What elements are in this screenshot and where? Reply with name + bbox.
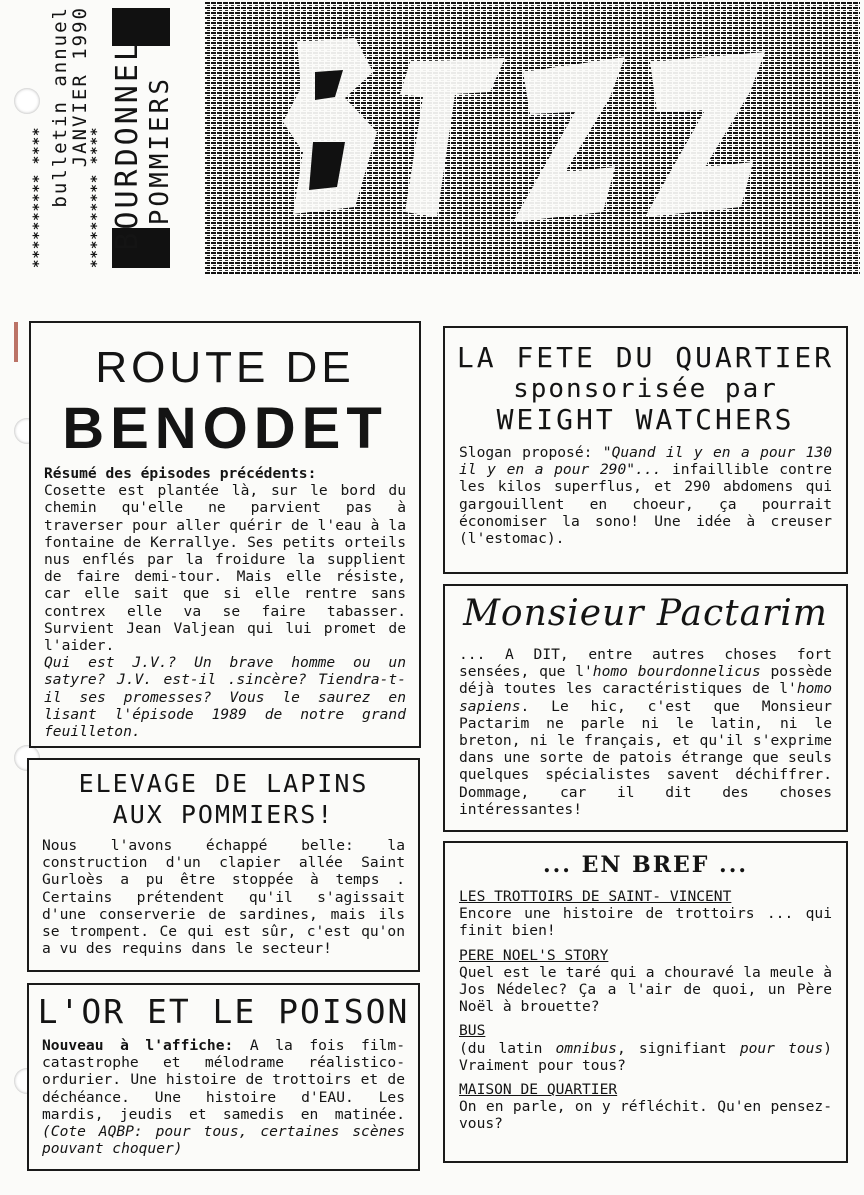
route-text: Cosette est plantée là, sur le bord du chemin qu'elle ne parvient pas à traverser pour aller quérir de l'eau à la fontaine de Kerrallye. Ses petits orteils nus enflés par la froidure la supplient de faire demi-tour. Mais elle résiste, car elle sait que si elle rentre sans contrex elle va se faire tabasser. Survient Jean Valjean qui lui promet de l'aider. — [44, 482, 406, 655]
route-italic: Qui est J.V.? Un brave homme ou un satyre? J.V. est-il .sincère? Tiendra-t-il ses promesses? Vous le saurez en lisant l'épisode 1989 de notre grand feuilleton. — [44, 654, 406, 741]
or-poison-box — [27, 983, 420, 1171]
bref-section3-text-a: (du latin — [459, 1039, 556, 1057]
bref-section2-text: Quel est le taré qui a chouravé la meule à Jos Nédelec? Ça a l'air de quoi, un Père Noël à brouette? — [459, 963, 832, 1016]
or-lead: Nouveau à l'affiche: — [42, 1037, 234, 1054]
lapins-title-line1: ELEVAGE DE LAPINS — [78, 769, 369, 798]
bulletin-label: bulletin annuel — [49, 6, 71, 208]
stars-column: ********** **** — [31, 126, 47, 268]
fete-box — [443, 326, 848, 574]
pactarim-homo-bourdonnelicus: homo bourdonnelicus — [592, 663, 761, 681]
bref-section3-text-c: ) Vraiment pour tous? — [459, 1039, 832, 1074]
rust-mark — [14, 322, 18, 362]
route-lead: Résumé des épisodes précédents: — [44, 465, 317, 482]
bref-section4-text: On en parle, on y réfléchit. Qu'en pensez-vous? — [459, 1098, 832, 1133]
pactarim-title: Monsieur Pactarim — [463, 593, 828, 634]
title-pommiers: POMMIERS — [145, 76, 175, 226]
title-bourdonnel: BOURDONNEL — [110, 40, 145, 251]
pactarim-text-b: possède déjà toutes les caractéristiques de l' — [459, 663, 833, 698]
or-italic: (Cote AQBP: pour tous, certaines scènes pouvant choquer) — [42, 1123, 405, 1158]
fete-title-line2: sponsorisée par — [513, 374, 778, 404]
fete-text: infaillible contre les kilos superflus, et 290 abdomens qui gargouillent en choeur, ça pourrait économiser la sono! Une idée à creuser (l'estomac). — [459, 461, 832, 548]
route-benodet-box — [29, 321, 421, 748]
bref-section1-title: LES TROTTOIRS DE SAINT- VINCENT — [459, 888, 732, 905]
masthead-logo — [205, 2, 860, 274]
route-title-line2: BENODET — [62, 396, 388, 461]
pactarim-homo-sapiens: homo sapiens — [459, 680, 832, 715]
fete-slogan: "Quand il y en a pour 130 il y en a pour 290"... — [459, 444, 832, 479]
en-bref-box — [443, 841, 848, 1163]
bref-title: ... EN BREF ... — [542, 852, 749, 878]
fete-slogan-lead: Slogan proposé: — [459, 444, 593, 461]
lapins-box — [27, 758, 420, 972]
pactarim-text-c: . Le hic, c'est que Monsieur Pactarim ne parle ni le latin, ni le breton, ni le français, et qu'il s'exprime dans une sorte de patois étrange que seuls quelques spécialistes savent déchiffrer. Dommage, car il dit des choses intéressantes! — [459, 697, 832, 818]
date-label: JANVIER 1990 — [69, 6, 91, 168]
stars-column: ********** **** — [89, 126, 105, 268]
or-title: L'OR ET LE POISON — [37, 992, 410, 1031]
or-text: A la fois film-catastrophe et mélodrame réalistico-ordurier. Une histoire de trottoirs et de déchéance. Une histoire d'EAU. Les mardis, jeudis et samedis en matinée. — [42, 1037, 405, 1123]
fete-title-line3: WEIGHT WATCHERS — [496, 403, 795, 436]
pactarim-box — [443, 584, 848, 832]
pactarim-text-a: ... A DIT, entre autres choses fort sensées, que l' — [459, 646, 832, 681]
fete-title-line1: LA FETE DU QUARTIER — [456, 341, 835, 374]
route-title-line1: ROUTE DE — [95, 343, 355, 392]
bref-section2-title: PERE NOEL'S STORY — [459, 946, 609, 964]
lapins-text: Nous l'avons échappé belle: la construction d'un clapier allée Saint Gurloès a pu être stoppée à temps . Certains prétendent qu'il s'agissait d'une conserverie de sardines, mais ils se trompent. Ce qui est sûr, c'est qu'on a vu des requins dans le secteur! — [42, 837, 405, 958]
bref-section3-pour-tous: pour tous — [739, 1039, 824, 1057]
bref-section1-text: Encore une histoire de trottoirs ... qui finit bien! — [459, 905, 832, 940]
bref-section4-title: MAISON DE QUARTIER — [459, 1081, 618, 1099]
lapins-title-line2: AUX POMMIERS! — [112, 800, 335, 829]
bref-section3-omnibus: omnibus — [555, 1039, 617, 1057]
bref-section3-title: BUS — [459, 1022, 486, 1040]
bref-section3-text-b: , signifiant — [616, 1039, 740, 1057]
